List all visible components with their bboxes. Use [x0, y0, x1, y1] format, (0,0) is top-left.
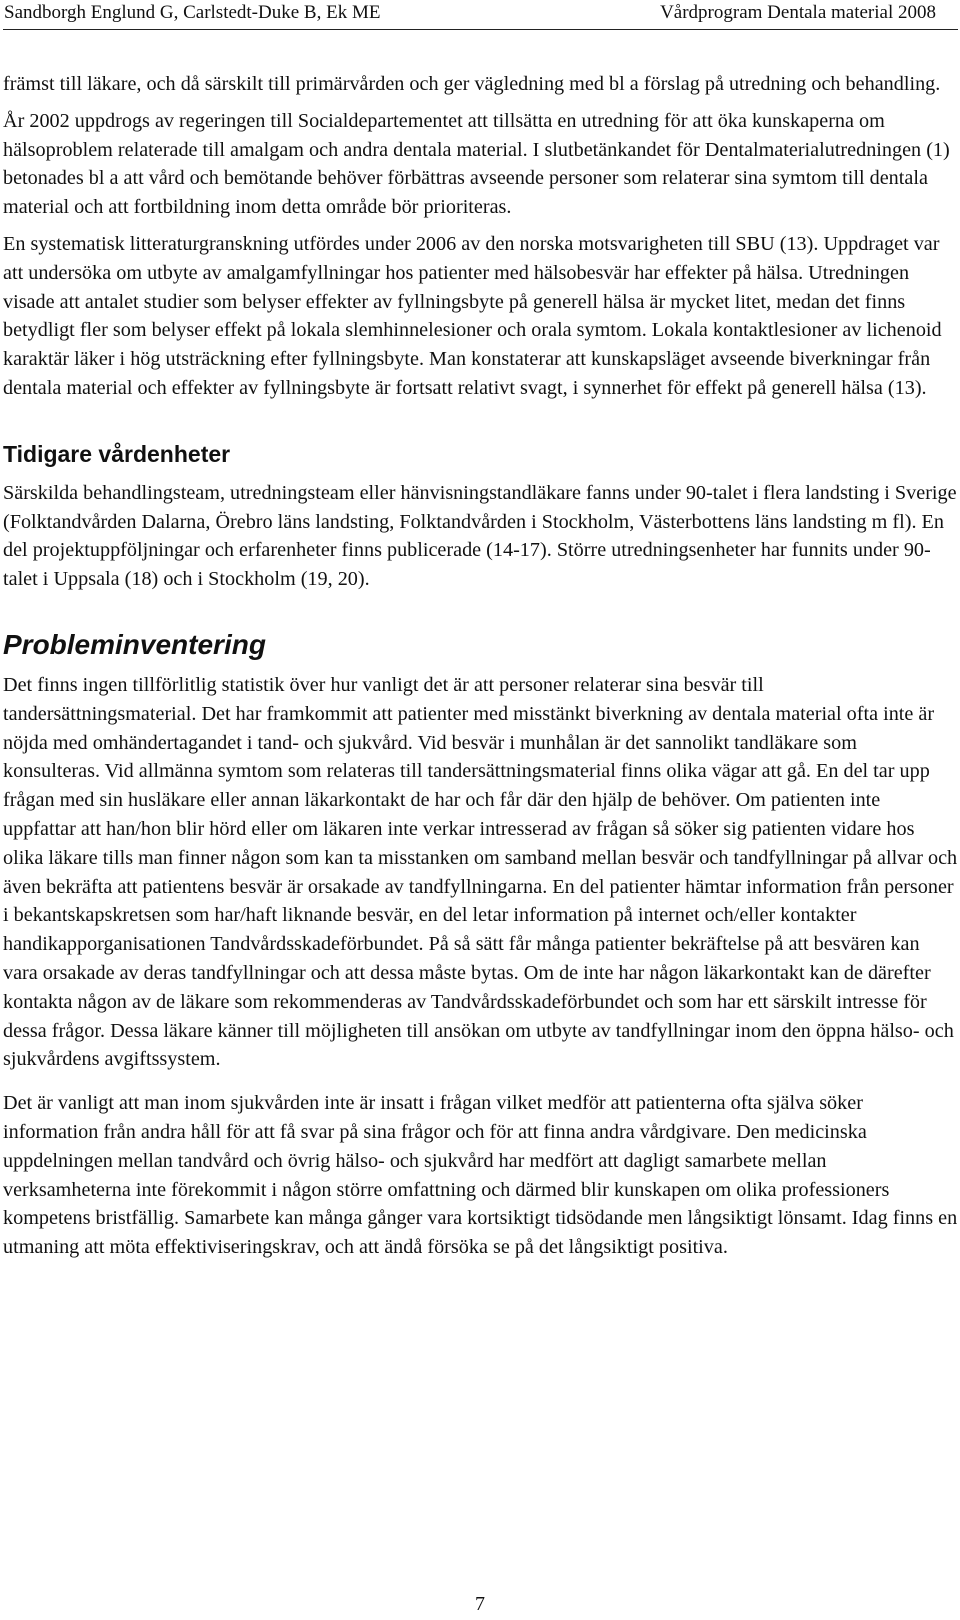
- page-header: [0, 0, 960, 26]
- document-body: [3, 70, 958, 1270]
- section-heading-tidigare-vardenheter: Tidigare vårdenheter: [3, 440, 231, 467]
- header-divider: [3, 29, 958, 30]
- intro-paragraph-2: År 2002 uppdrogs av regeringen till Socialdepartementet att tillsätta en utredning för att öka kunskaperna om hälsoproblem relaterade till amalgam och andra dentala material. I slutbetänkandet för Dentalmaterialutredningen (1) betonades bl a att vård och bemötande behöver förbättras avseende personer som relaterar sina symtom till dentala material och att fortbildning inom detta område bör prioriteras.: [3, 109, 950, 219]
- intro-paragraph-1: främst till läkare, och då särskilt till primärvården och ger vägledning med bl a förslag på utredning och behandling.: [3, 73, 941, 95]
- problem-paragraph-2: Det är vanligt att man inom sjukvården inte är insatt i frågan vilket medför att patienterna ofta själva söker information från andra håll för att få svar på sina frågor och för att finna andra vårdgivare. Den medicinska uppdelningen mellan tandvård och övrig hälso- och sjukvård har medfört att dagligt samarbete mellan verksamheterna inte förekommit i någon större omfattning och därmed blir kunskapen om olika professioners kompetens bristfällig. Samarbete kan många gånger vara kortsiktigt tidsödande men långsiktigt lönsamt. Idag finns en utmaning att möta effektiviseringskrav, och att ändå försöka se på det långsiktigt positiva.: [3, 1092, 958, 1259]
- header-document-title: Vårdprogram Dentala material 2008: [660, 2, 936, 23]
- header-authors: Sandborgh Englund G, Carlstedt-Duke B, Ek ME: [4, 2, 381, 23]
- page-number: 7: [475, 1593, 485, 1615]
- tidigare-paragraph-1: Särskilda behandlingsteam, utredningsteam eller hänvisningstandläkare fanns under 90-talet i flera landsting i Sverige (Folktandvården Dalarna, Örebro läns landsting, Folktandvården i Stockholm, Västerbottens läns landsting m fl). En del projektuppföljningar och erfarenheter finns publicerade (14-17). Större utredningsenheter har funnits under 90-talet i Uppsala (18) och i Stockholm (19, 20).: [3, 481, 957, 591]
- intro-paragraph-3: En systematisk litteraturgranskning utfördes under 2006 av den norska motsvarigheten till SBU (13). Uppdraget var att undersöka om utbyte av amalgamfyllningar hos patienter med hälsobesvär har effekter på hälsa. Utredningen visade att antalet studier som belyser effekter av fyllningsbyte på generell hälsa är mycket litet, medan det finns betydligt fler som belyser effekt på lokala slemhinnelesioner och orala symtom. Lokala kontaktlesioner av lichenoid karaktär läker i hög utsträckning efter fyllningsbyte. Man konstaterar att kunskapsläget avseende biverkningar från dentala material och effekter av fyllningsbyte är fortsatt relativt svagt, i synnerhet för effekt på generell hälsa (13).: [3, 232, 942, 399]
- problem-paragraph-1: Det finns ingen tillförlitlig statistik över hur vanligt det är att personer relaterar sina besvär till tandersättningsmaterial. Det har framkommit att patienter med misstänkt biverkning av dentala material ofta inte är nöjda med omhändertagandet i tand- och sjukvård. Vid besvär i munhålan är det sannolikt tandläkare som konsulteras. Vid allmänna symtom som relateras till tandersättningsmaterial finns olika vägar att gå. En del tar upp frågan med sin husläkare eller annan läkarkontakt de har och får där den hjälp de behöver. Om patienten inte uppfattar att han/hon blir hörd eller om läkaren inte verkar intresserad av frågan så söker sig patienten vidare hos olika läkare tills man finner någon som kan ta misstanken om samband mellan besvär och tandfyllningar på allvar och även bekräfta att patientens besvär är orsakade av tandfyllningarna. En del patienter hämtar information från personer i bekantskapskretsen som har/haft liknande besvär, en del letar information på internet och/eller kontakter handikapporganisationen Tandvårdsskadeförbundet. På så sätt får många patienter bekräftelse på att besvären kan vara orsakade av deras tandfyllningar och att dessa måste bytas. Om de inte har någon läkarkontakt kan de därefter kontakta någon av de läkare som rekommenderas av Tandvårdsskadeförbundet och som har ett särskilt intresse för dessa frågor. Dessa läkare känner till möjligheten till ansökan om utbyte av tandfyllningar inom den öppna hälso- och sjukvårdens avgiftssystem.: [3, 673, 958, 1071]
- section-heading-probleminventering: Probleminventering: [3, 628, 266, 660]
